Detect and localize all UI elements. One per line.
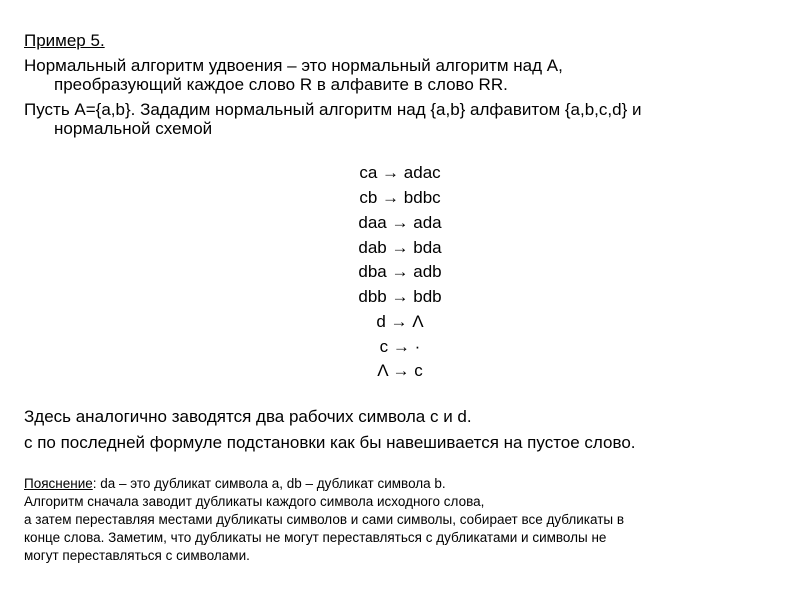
rule-lhs: daa	[358, 213, 387, 232]
right-arrow-icon: →	[392, 361, 415, 380]
right-arrow-icon: →	[391, 262, 414, 281]
rule-row	[0, 286, 800, 308]
rule-rhs: ada	[413, 213, 442, 232]
explanation-line-5: могут переставляться с символами.	[24, 548, 250, 563]
explanation-line-3: а затем переставляя местами дубликаты символов и сами символы, собирает все дубликаты в	[24, 512, 625, 527]
rule-row	[0, 237, 800, 259]
explanation-line-1-text: : da – это дубликат символа a, db – дубликат символа b.	[92, 476, 446, 491]
right-arrow-icon: →	[391, 238, 414, 257]
rule-lhs: ca	[359, 163, 378, 182]
right-arrow-icon: →	[382, 188, 404, 207]
empty-word-note: c по последней формуле подстановки как бы навешивается на пустое слово.	[24, 433, 636, 452]
rule-row	[0, 311, 800, 333]
rule-rhs: bda	[413, 238, 442, 257]
rule-row	[0, 212, 800, 234]
setup-paragraph	[24, 100, 764, 138]
explanation-line-4: конце слова. Заметим, что дубликаты не могут переставляться с дубликатами и символы не	[24, 530, 607, 545]
right-arrow-icon: →	[390, 312, 413, 331]
rule-rhs: c	[414, 361, 423, 380]
working-symbols-note: Здесь аналогично заводятся два рабочих символа c и d.	[24, 407, 472, 426]
definition-paragraph	[24, 56, 764, 94]
explanation-block	[24, 475, 784, 565]
rule-row	[0, 360, 800, 382]
setup-line-1: Пусть A={a,b}. Зададим нормальный алгоритм над {a,b} алфавитом {a,b,c,d} и	[24, 100, 642, 119]
explanation-label: Пояснение	[24, 476, 93, 491]
rule-lhs: Λ	[377, 361, 388, 380]
rule-row	[0, 187, 800, 209]
explanation-line-1	[24, 475, 784, 493]
right-arrow-icon: →	[391, 287, 414, 306]
definition-line-2: преобразующий каждое слово R в алфавите в слово RR.	[54, 75, 508, 94]
rule-rhs: adac	[403, 163, 441, 182]
rule-lhs: c	[379, 337, 389, 356]
rule-lhs: dab	[358, 238, 387, 257]
definition-line-1: Нормальный алгоритм удвоения – это нормальный алгоритм над A,	[24, 56, 563, 75]
rule-row	[0, 336, 800, 358]
rule-rhs: bdb	[413, 287, 442, 306]
rule-rhs: ·	[414, 337, 421, 356]
rule-rhs: bdbc	[403, 188, 441, 207]
right-arrow-icon: →	[392, 337, 415, 356]
example-title: Пример 5.	[24, 31, 105, 50]
right-arrow-icon: →	[382, 163, 404, 182]
rule-lhs: dbb	[358, 287, 387, 306]
rule-row	[0, 162, 800, 184]
rule-row	[0, 261, 800, 283]
rule-lhs: dba	[358, 262, 387, 281]
right-arrow-icon: →	[391, 213, 414, 232]
rule-rhs: adb	[413, 262, 442, 281]
explanation-line-2: Алгоритм сначала заводит дубликаты каждого символа исходного слова,	[24, 494, 485, 509]
rule-rhs: Λ	[412, 312, 424, 331]
setup-line-2: нормальной схемой	[54, 119, 213, 138]
rule-lhs: cb	[359, 188, 378, 207]
rule-lhs: d	[376, 312, 386, 331]
